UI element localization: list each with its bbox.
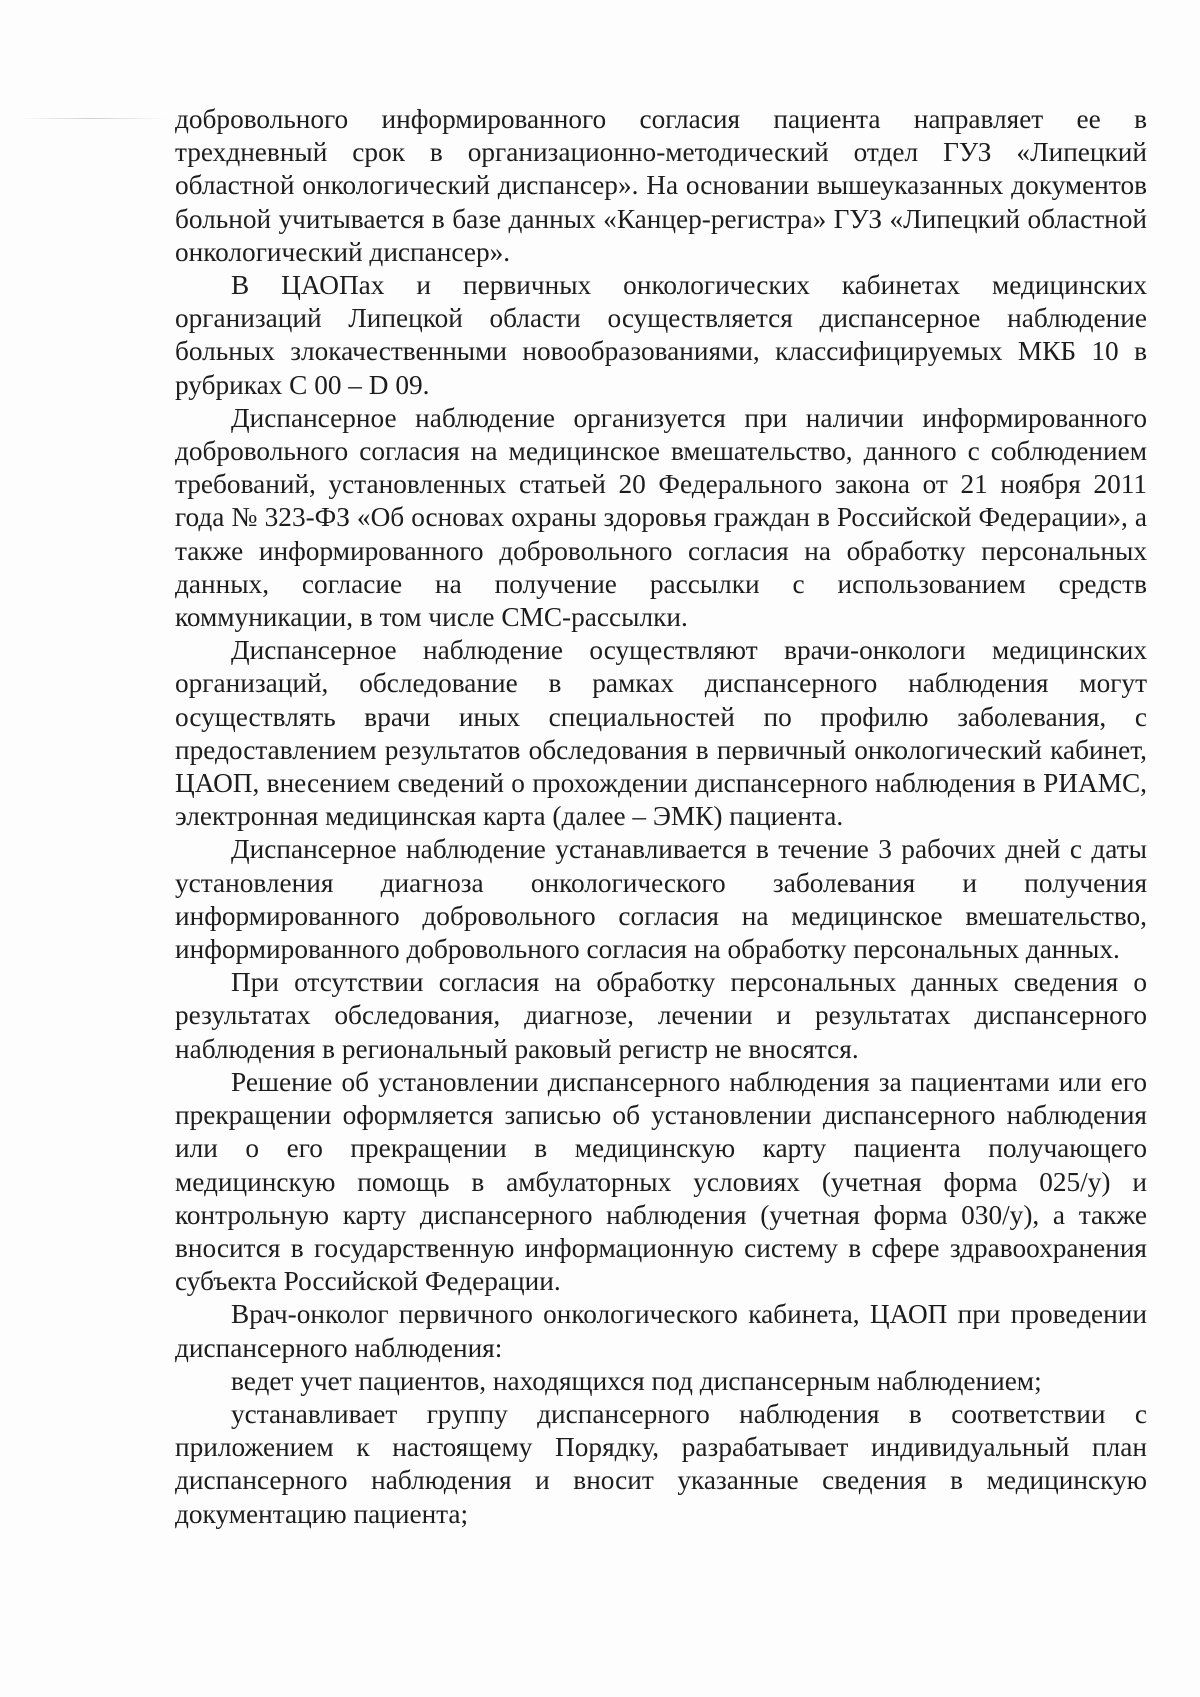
list-item-1: ведет учет пациентов, находящихся под диспансерным наблюдением; bbox=[231, 1365, 1042, 1396]
paragraph-7: Решение об установлении диспансерного наблюдения за пациентами или его прекращении оформляется записью об установлении диспансерного наблюдения или о его прекращении в медицинскую карту пациента получающего медицинскую помощь в амбулаторных условиях (учетная форма 025/у) и контрольную карту диспансерного наблюдения (учетная форма 030/у), а также вносится в государственную информационную систему в сфере здравоохранения субъекта Российской Федерации. bbox=[175, 1066, 1147, 1297]
document-body bbox=[175, 103, 1147, 1531]
list-item-2: устанавливает группу диспансерного наблюдения в соответствии с приложением к настоящему Порядку, разрабатывает индивидуальный план диспансерного наблюдения и вносит указанные сведения в медицинскую документацию пациента; bbox=[175, 1398, 1147, 1529]
paragraph-8: Врач-онколог первичного онкологического кабинета, ЦАОП при проведении диспансерного наблюдения: bbox=[175, 1299, 1147, 1363]
scan-artifact-line bbox=[18, 118, 168, 119]
paragraph-5: Диспансерное наблюдение устанавливается в течение 3 рабочих дней с даты установления диагноза онкологического заболевания и получения информированного добровольного согласия на медицинское вмешательство, информированного добровольного согласия на обработку персональных данных. bbox=[175, 834, 1147, 965]
paragraph-3: Диспансерное наблюдение организуется при наличии информированного добровольного согласия на медицинское вмешательство, данного с соблюдением требований, установленных статьей 20 Федерального закона от 21 ноября 2011 года № 323-ФЗ «Об основах охраны здоровья граждан в Российской Федерации», а также информированного добровольного согласия на обработку персональных данных, согласие на получение рассылки с использованием средств коммуникации, в том числе СМС-рассылки. bbox=[175, 402, 1147, 633]
paragraph-4: Диспансерное наблюдение осуществляют врачи-онкологи медицинских организаций, обследование в рамках диспансерного наблюдения могут осуществлять врачи иных специальностей по профилю заболевания, с предоставлением результатов обследования в первичный онкологический кабинет, ЦАОП, внесением сведений о прохождении диспансерного наблюдения в РИАМС, электронная медицинская карта (далее – ЭМК) пациента. bbox=[175, 635, 1147, 832]
paragraph-6: При отсутствии согласия на обработку персональных данных сведения о результатах обследования, диагнозе, лечении и результатах диспансерного наблюдения в региональный раковый регистр не вносятся. bbox=[175, 967, 1147, 1064]
paragraph-1: добровольного информированного согласия пациента направляет ее в трехдневный срок в организационно-методический отдел ГУЗ «Липецкий областной онкологический диспансер». На основании вышеуказанных документов больной учитывается в базе данных «Канцер-регистра» ГУЗ «Липецкий областной онкологический диспансер». bbox=[175, 104, 1147, 267]
paragraph-2: В ЦАОПах и первичных онкологических кабинетах медицинских организаций Липецкой области осуществляется диспансерное наблюдение больных злокачественными новообразованиями, классифицируемых МКБ 10 в рубриках С 00 – D 09. bbox=[175, 270, 1147, 400]
